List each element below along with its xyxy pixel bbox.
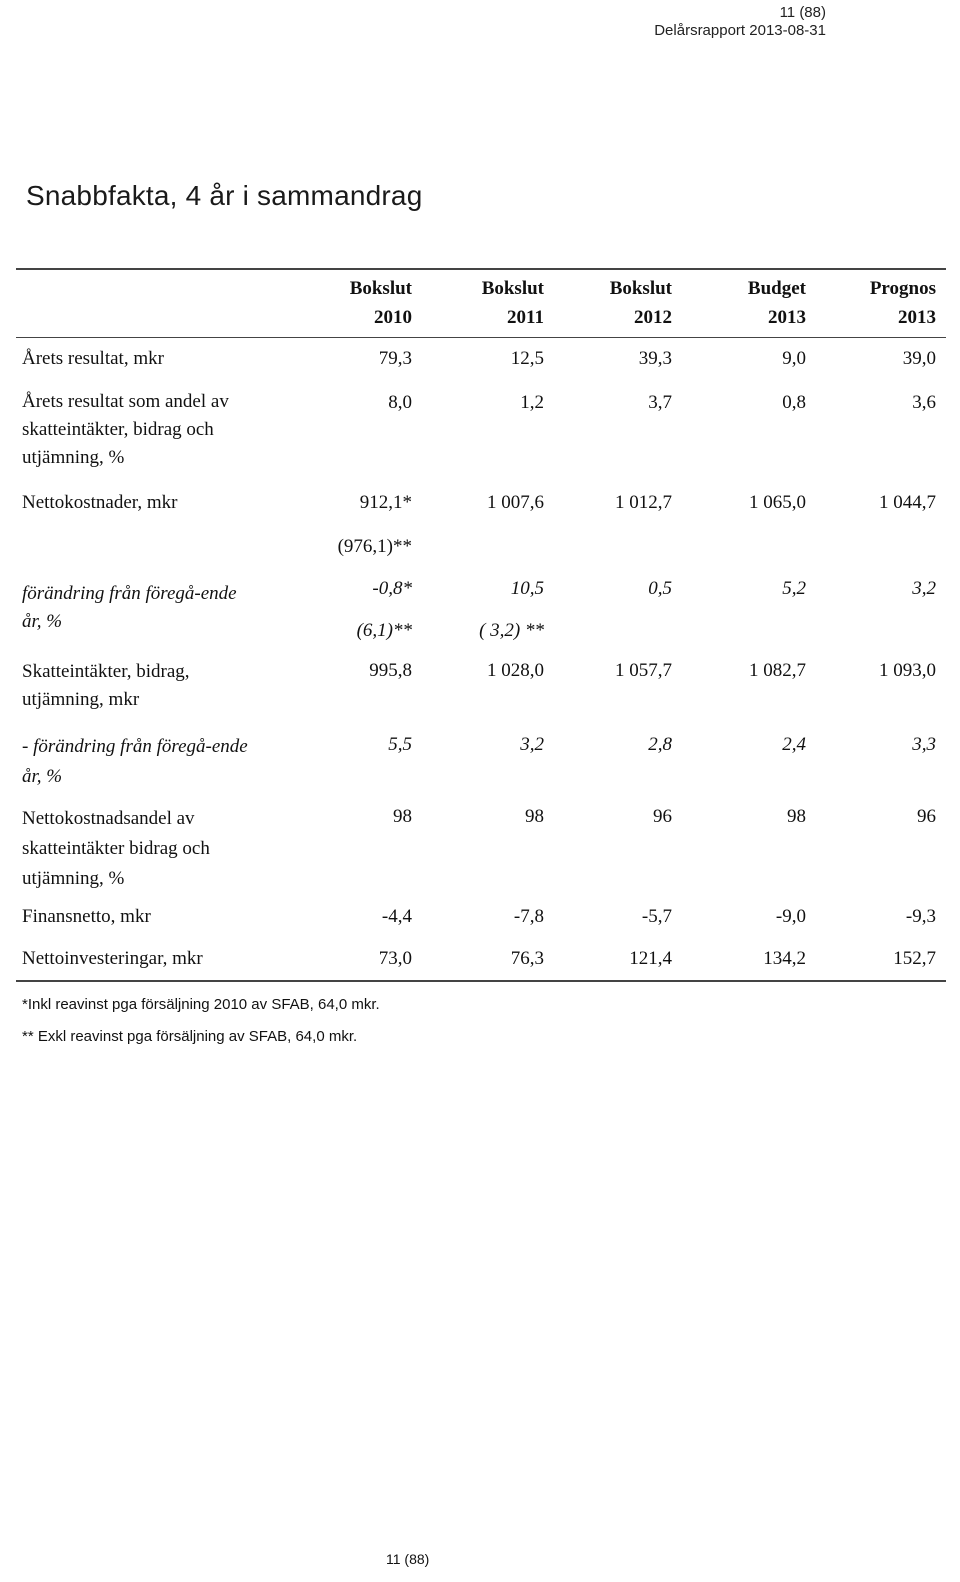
cell-budget-2013: 98: [787, 806, 806, 827]
col-header-5-line2: 2013: [898, 307, 936, 328]
row-label: Årets resultat, mkr: [22, 348, 164, 369]
cell-2012: 3,7: [648, 392, 672, 413]
table-bottom-rule: [16, 980, 946, 982]
cell-budget-2013: 9,0: [782, 348, 806, 369]
cell-2012: 121,4: [629, 948, 672, 969]
cell-budget-2013: 134,2: [763, 948, 806, 969]
page-number: 11 (88): [779, 4, 826, 21]
cell-2011: 1 028,0: [487, 660, 544, 681]
cell-2011: 98: [525, 806, 544, 827]
cell-budget-2013: 5,2: [782, 578, 806, 599]
cell-2012: 2,8: [648, 734, 672, 755]
col-header-3-line2: 2012: [634, 307, 672, 328]
footnote-incl: *Inkl reavinst pga försäljning 2010 av SFAB, 64,0 mkr.: [22, 996, 380, 1013]
cell-2012: 1 057,7: [615, 660, 672, 681]
cell-prognos-2013: 1 044,7: [879, 492, 936, 513]
cell-prognos-2013: -9,3: [905, 906, 936, 927]
cell-2012: -5,7: [641, 906, 672, 927]
cell-2010: 5,5: [388, 734, 412, 755]
cell-2011: 1 007,6: [487, 492, 544, 513]
col-header-2-line2: 2011: [507, 307, 544, 328]
cell-2010: 73,0: [378, 948, 412, 969]
col-header-1-line1: Bokslut: [349, 278, 412, 299]
row-label: Årets resultat som andel av skatteintäkter, bidrag och utjämning, %: [22, 391, 229, 468]
row-label: Nettoinvesteringar, mkr: [22, 948, 203, 969]
col-header-4-line2: 2013: [768, 307, 806, 328]
table-top-rule: [16, 268, 946, 270]
cell-prognos-2013: 39,0: [902, 348, 936, 369]
cell-prognos-2013: 152,7: [893, 948, 936, 969]
row-label: - förändring från föregå-ende år, %: [22, 736, 248, 787]
cell-prognos-2013: 96: [917, 806, 936, 827]
cell-2010: 8,0: [388, 392, 412, 413]
cell-2012: 39,3: [638, 348, 672, 369]
cell-2010: 995,8: [369, 660, 412, 681]
cell-2010: 912,1*: [359, 492, 412, 513]
cell-2010-excl: (6,1)**: [356, 620, 412, 641]
cell-budget-2013: 0,8: [782, 392, 806, 413]
cell-2011: 3,2: [520, 734, 544, 755]
cell-prognos-2013: 3,6: [912, 392, 936, 413]
cell-2011: -7,8: [513, 906, 544, 927]
cell-2011: 10,5: [510, 578, 544, 599]
col-header-3-line1: Bokslut: [609, 278, 672, 299]
cell-budget-2013: 2,4: [782, 734, 806, 755]
col-header-4-line1: Budget: [747, 278, 806, 299]
row-label: Nettokostnadsandel av skatteintäkter bidrag och utjämning, %: [22, 808, 210, 889]
footer-page-number: 11 (88): [386, 1551, 430, 1567]
cell-2012: 96: [653, 806, 672, 827]
cell-2010: -4,4: [381, 906, 412, 927]
cell-budget-2013: 1 065,0: [749, 492, 806, 513]
report-title: Delårsrapport 2013-08-31: [654, 22, 826, 39]
cell-2012: 1 012,7: [615, 492, 672, 513]
cell-prognos-2013: 1 093,0: [879, 660, 936, 681]
cell-2011: 76,3: [510, 948, 544, 969]
cell-prognos-2013: 3,3: [912, 734, 936, 755]
cell-2010-excl: (976,1)**: [337, 536, 412, 557]
cell-prognos-2013: 3,2: [912, 578, 936, 599]
row-label: förändring från föregå-ende år, %: [22, 583, 237, 632]
cell-2011-excl: ( 3,2) **: [479, 620, 544, 641]
cell-2012: 0,5: [648, 578, 672, 599]
page-title: Snabbfakta, 4 år i sammandrag: [26, 180, 423, 211]
row-label: Skatteintäkter, bidrag, utjämning, mkr: [22, 661, 190, 710]
row-label: Nettokostnader, mkr: [22, 492, 178, 513]
cell-budget-2013: 1 082,7: [749, 660, 806, 681]
header-bottom-rule: [16, 337, 946, 338]
row-label: Finansnetto, mkr: [22, 906, 151, 927]
cell-2011: 12,5: [510, 348, 544, 369]
cell-2010: 79,3: [378, 348, 412, 369]
cell-2011: 1,2: [520, 392, 544, 413]
cell-2010: -0,8*: [372, 578, 412, 599]
col-header-2-line1: Bokslut: [481, 278, 544, 299]
cell-budget-2013: -9,0: [775, 906, 806, 927]
cell-2010: 98: [393, 806, 412, 827]
col-header-5-line1: Prognos: [869, 278, 936, 299]
footnote-excl: ** Exkl reavinst pga försäljning av SFAB, 64,0 mkr.: [22, 1028, 358, 1045]
col-header-1-line2: 2010: [374, 307, 412, 328]
